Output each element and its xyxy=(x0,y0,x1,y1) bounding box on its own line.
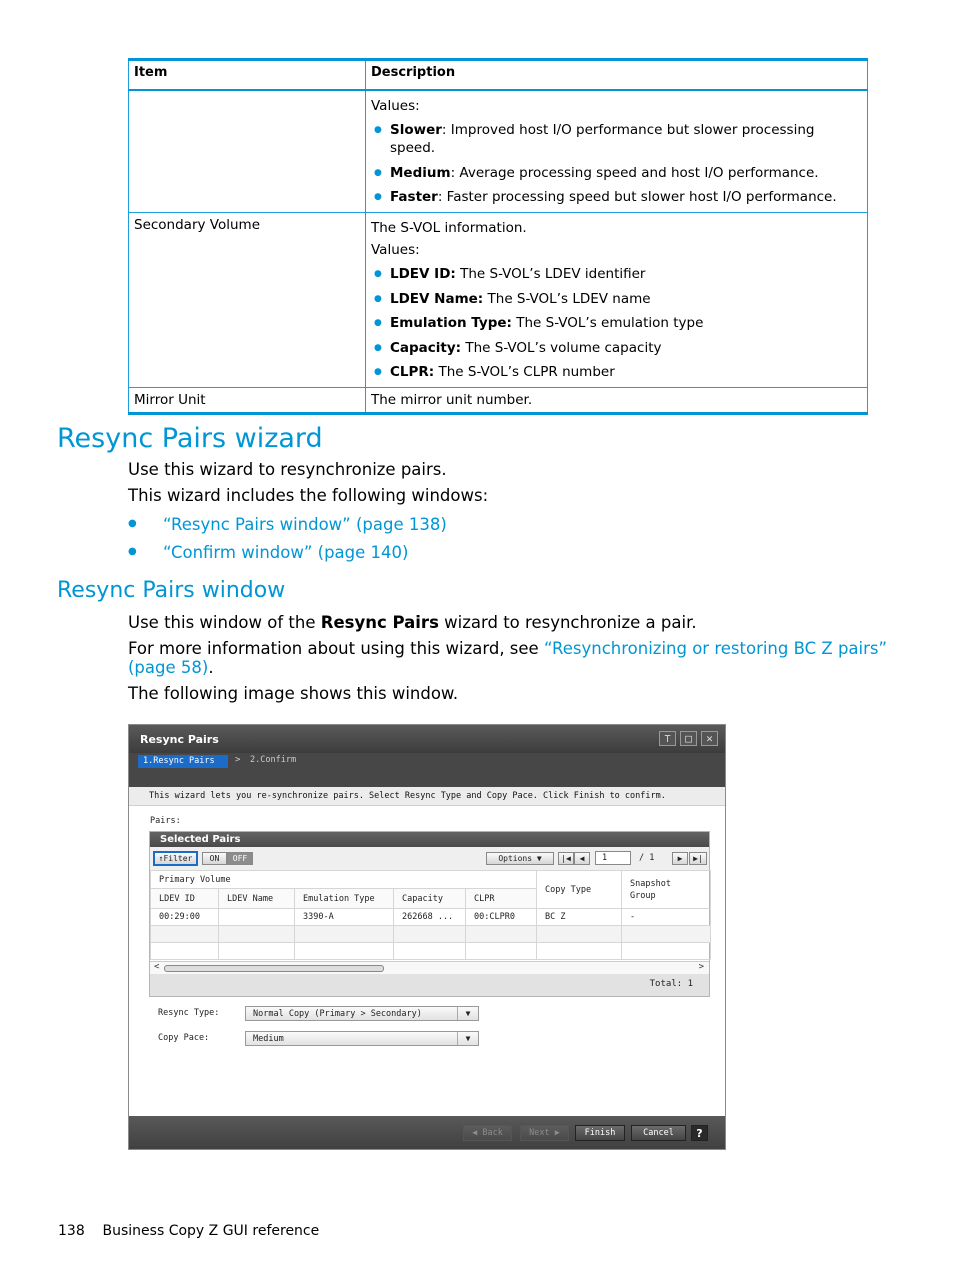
help-button[interactable]: ? xyxy=(691,1125,708,1141)
column-snapshot-group[interactable]: Snapshot Group xyxy=(622,871,711,909)
body-text: The following image shows this window. xyxy=(128,684,459,703)
filter-on-toggle[interactable]: ON xyxy=(202,852,227,865)
table-row xyxy=(129,90,868,213)
list-item: ● CLPR: The S-VOL’s CLPR number xyxy=(371,363,862,381)
step-separator: > xyxy=(235,755,241,765)
spec-table xyxy=(128,58,868,415)
section-title: Resync Pairs wizard xyxy=(57,423,323,454)
copy-pace-label: Copy Pace: xyxy=(158,1033,210,1043)
back-button[interactable]: ◀ Back xyxy=(463,1125,512,1141)
table-toolbar xyxy=(150,847,709,871)
selected-pairs-table xyxy=(150,870,711,960)
body-text: (page 58). xyxy=(128,658,214,677)
column-ldev-name[interactable]: LDEV Name xyxy=(219,889,295,909)
row-description: The mirror unit number. xyxy=(366,388,868,414)
table-row xyxy=(129,213,868,388)
filter-button[interactable]: ↑Filter xyxy=(153,851,198,866)
body-text: Use this window of the Resync Pairs wizard to resynchronize a pair. xyxy=(128,613,697,632)
table-group-header xyxy=(151,871,711,889)
next-button[interactable]: Next ▶ xyxy=(520,1125,569,1141)
list-item: ● Capacity: The S-VOL’s volume capacity xyxy=(371,339,862,357)
window-title: Resync Pairs xyxy=(140,733,219,746)
selected-pairs-panel xyxy=(149,831,710,997)
table-row xyxy=(129,388,868,414)
pin-icon[interactable]: ⊤ xyxy=(659,731,676,746)
total-count: Total: 1 xyxy=(649,979,693,989)
copy-pace-select[interactable]: Medium ▼ xyxy=(245,1031,479,1046)
page-footer: 138 Business Copy Z GUI reference xyxy=(58,1223,320,1239)
next-page-icon[interactable]: ▶ xyxy=(672,852,688,865)
step-resync-pairs: 1.Resync Pairs xyxy=(138,755,228,768)
list-item: ● Emulation Type: The S-VOL’s emulation type xyxy=(371,314,862,332)
link-confirm-window[interactable]: “Confirm window” (page 140) xyxy=(163,543,409,562)
filter-off-toggle[interactable]: OFF xyxy=(227,852,253,865)
options-button[interactable]: Options ▼ xyxy=(486,852,554,865)
column-emulation-type[interactable]: Emulation Type xyxy=(295,889,394,909)
page-total: / 1 xyxy=(639,853,655,863)
list-item: ● LDEV Name: The S-VOL’s LDEV name xyxy=(371,290,862,308)
scroll-left-icon[interactable]: < xyxy=(154,962,160,972)
column-copy-type[interactable]: Copy Type xyxy=(537,871,622,909)
header-item: Item xyxy=(129,60,366,91)
scroll-thumb[interactable] xyxy=(164,965,384,972)
header-description: Description xyxy=(366,60,868,91)
step-confirm: 2.Confirm xyxy=(250,755,297,765)
column-clpr[interactable]: CLPR xyxy=(466,889,537,909)
row-item xyxy=(129,90,366,213)
resync-type-label: Resync Type: xyxy=(158,1008,220,1018)
bullet-icon: ● xyxy=(128,518,137,529)
resync-pairs-window xyxy=(128,724,726,1150)
chevron-down-icon: ▼ xyxy=(457,1007,478,1020)
list-item: ● Medium: Average processing speed and host I/O performance. xyxy=(371,164,862,182)
row-desc-text: The S-VOL information. xyxy=(371,220,527,236)
body-text: Use this wizard to resynchronize pairs. xyxy=(128,460,447,479)
body-text: This wizard includes the following windows: xyxy=(128,486,489,505)
instruction-bar xyxy=(129,787,725,806)
link-page-58[interactable]: (page 58) xyxy=(128,658,209,677)
values-list xyxy=(371,265,862,381)
last-page-icon[interactable]: ▶| xyxy=(689,852,707,865)
bullet-icon: ● xyxy=(128,546,137,557)
maximize-icon[interactable]: □ xyxy=(680,731,697,746)
window-footer xyxy=(129,1116,725,1150)
row-description xyxy=(366,90,868,213)
values-list xyxy=(371,121,862,206)
panel-title: Selected Pairs xyxy=(160,834,241,845)
resync-type-select[interactable]: Normal Copy (Primary > Secondary) ▼ xyxy=(245,1006,479,1021)
prev-page-icon[interactable]: ◀ xyxy=(574,852,590,865)
page-number-input[interactable]: 1 xyxy=(595,851,631,865)
body-text: For more information about using this wizard, see “Resynchronizing or restoring BC Z pairs” xyxy=(128,639,888,658)
scroll-right-icon[interactable]: > xyxy=(698,962,704,972)
pairs-label: Pairs: xyxy=(150,816,181,826)
total-bar xyxy=(150,974,709,996)
empty-row xyxy=(151,926,711,943)
instruction-text: This wizard lets you re-synchronize pairs. Select Resync Type and Copy Pace. Click Finish to confirm. xyxy=(149,791,666,801)
wizard-steps xyxy=(129,753,725,788)
section-title: Resync Pairs window xyxy=(57,578,286,603)
row-item: Secondary Volume xyxy=(129,213,366,388)
table-row[interactable]: 00:29:00 3390-A 262668 ... 00:CLPR0 BC Z - xyxy=(151,909,711,926)
chevron-down-icon: ▼ xyxy=(457,1032,478,1045)
panel-header xyxy=(150,832,709,847)
column-capacity[interactable]: Capacity xyxy=(394,889,466,909)
link-resynchronizing[interactable]: “Resynchronizing or restoring BC Z pairs” xyxy=(543,639,888,658)
values-label: Values: xyxy=(371,242,420,258)
finish-button[interactable]: Finish xyxy=(575,1125,625,1141)
primary-volume-header: Primary Volume xyxy=(151,871,537,889)
close-icon[interactable]: ✕ xyxy=(701,731,718,746)
column-ldev-id[interactable]: LDEV ID xyxy=(151,889,219,909)
cancel-button[interactable]: Cancel xyxy=(631,1125,686,1141)
list-item: ● Faster: Faster processing speed but slower host I/O performance. xyxy=(371,188,862,206)
values-label: Values: xyxy=(371,98,420,114)
row-description xyxy=(366,213,868,388)
row-item: Mirror Unit xyxy=(129,388,366,414)
link-resync-pairs-window[interactable]: “Resync Pairs window” (page 138) xyxy=(163,515,447,534)
horizontal-scrollbar[interactable] xyxy=(150,961,709,974)
list-item: ● LDEV ID: The S-VOL’s LDEV identifier xyxy=(371,265,862,283)
first-page-icon[interactable]: |◀ xyxy=(558,852,574,865)
list-item: ● Slower: Improved host I/O performance but slower processing speed. xyxy=(371,121,862,157)
empty-row xyxy=(151,943,711,960)
window-titlebar xyxy=(129,725,725,753)
